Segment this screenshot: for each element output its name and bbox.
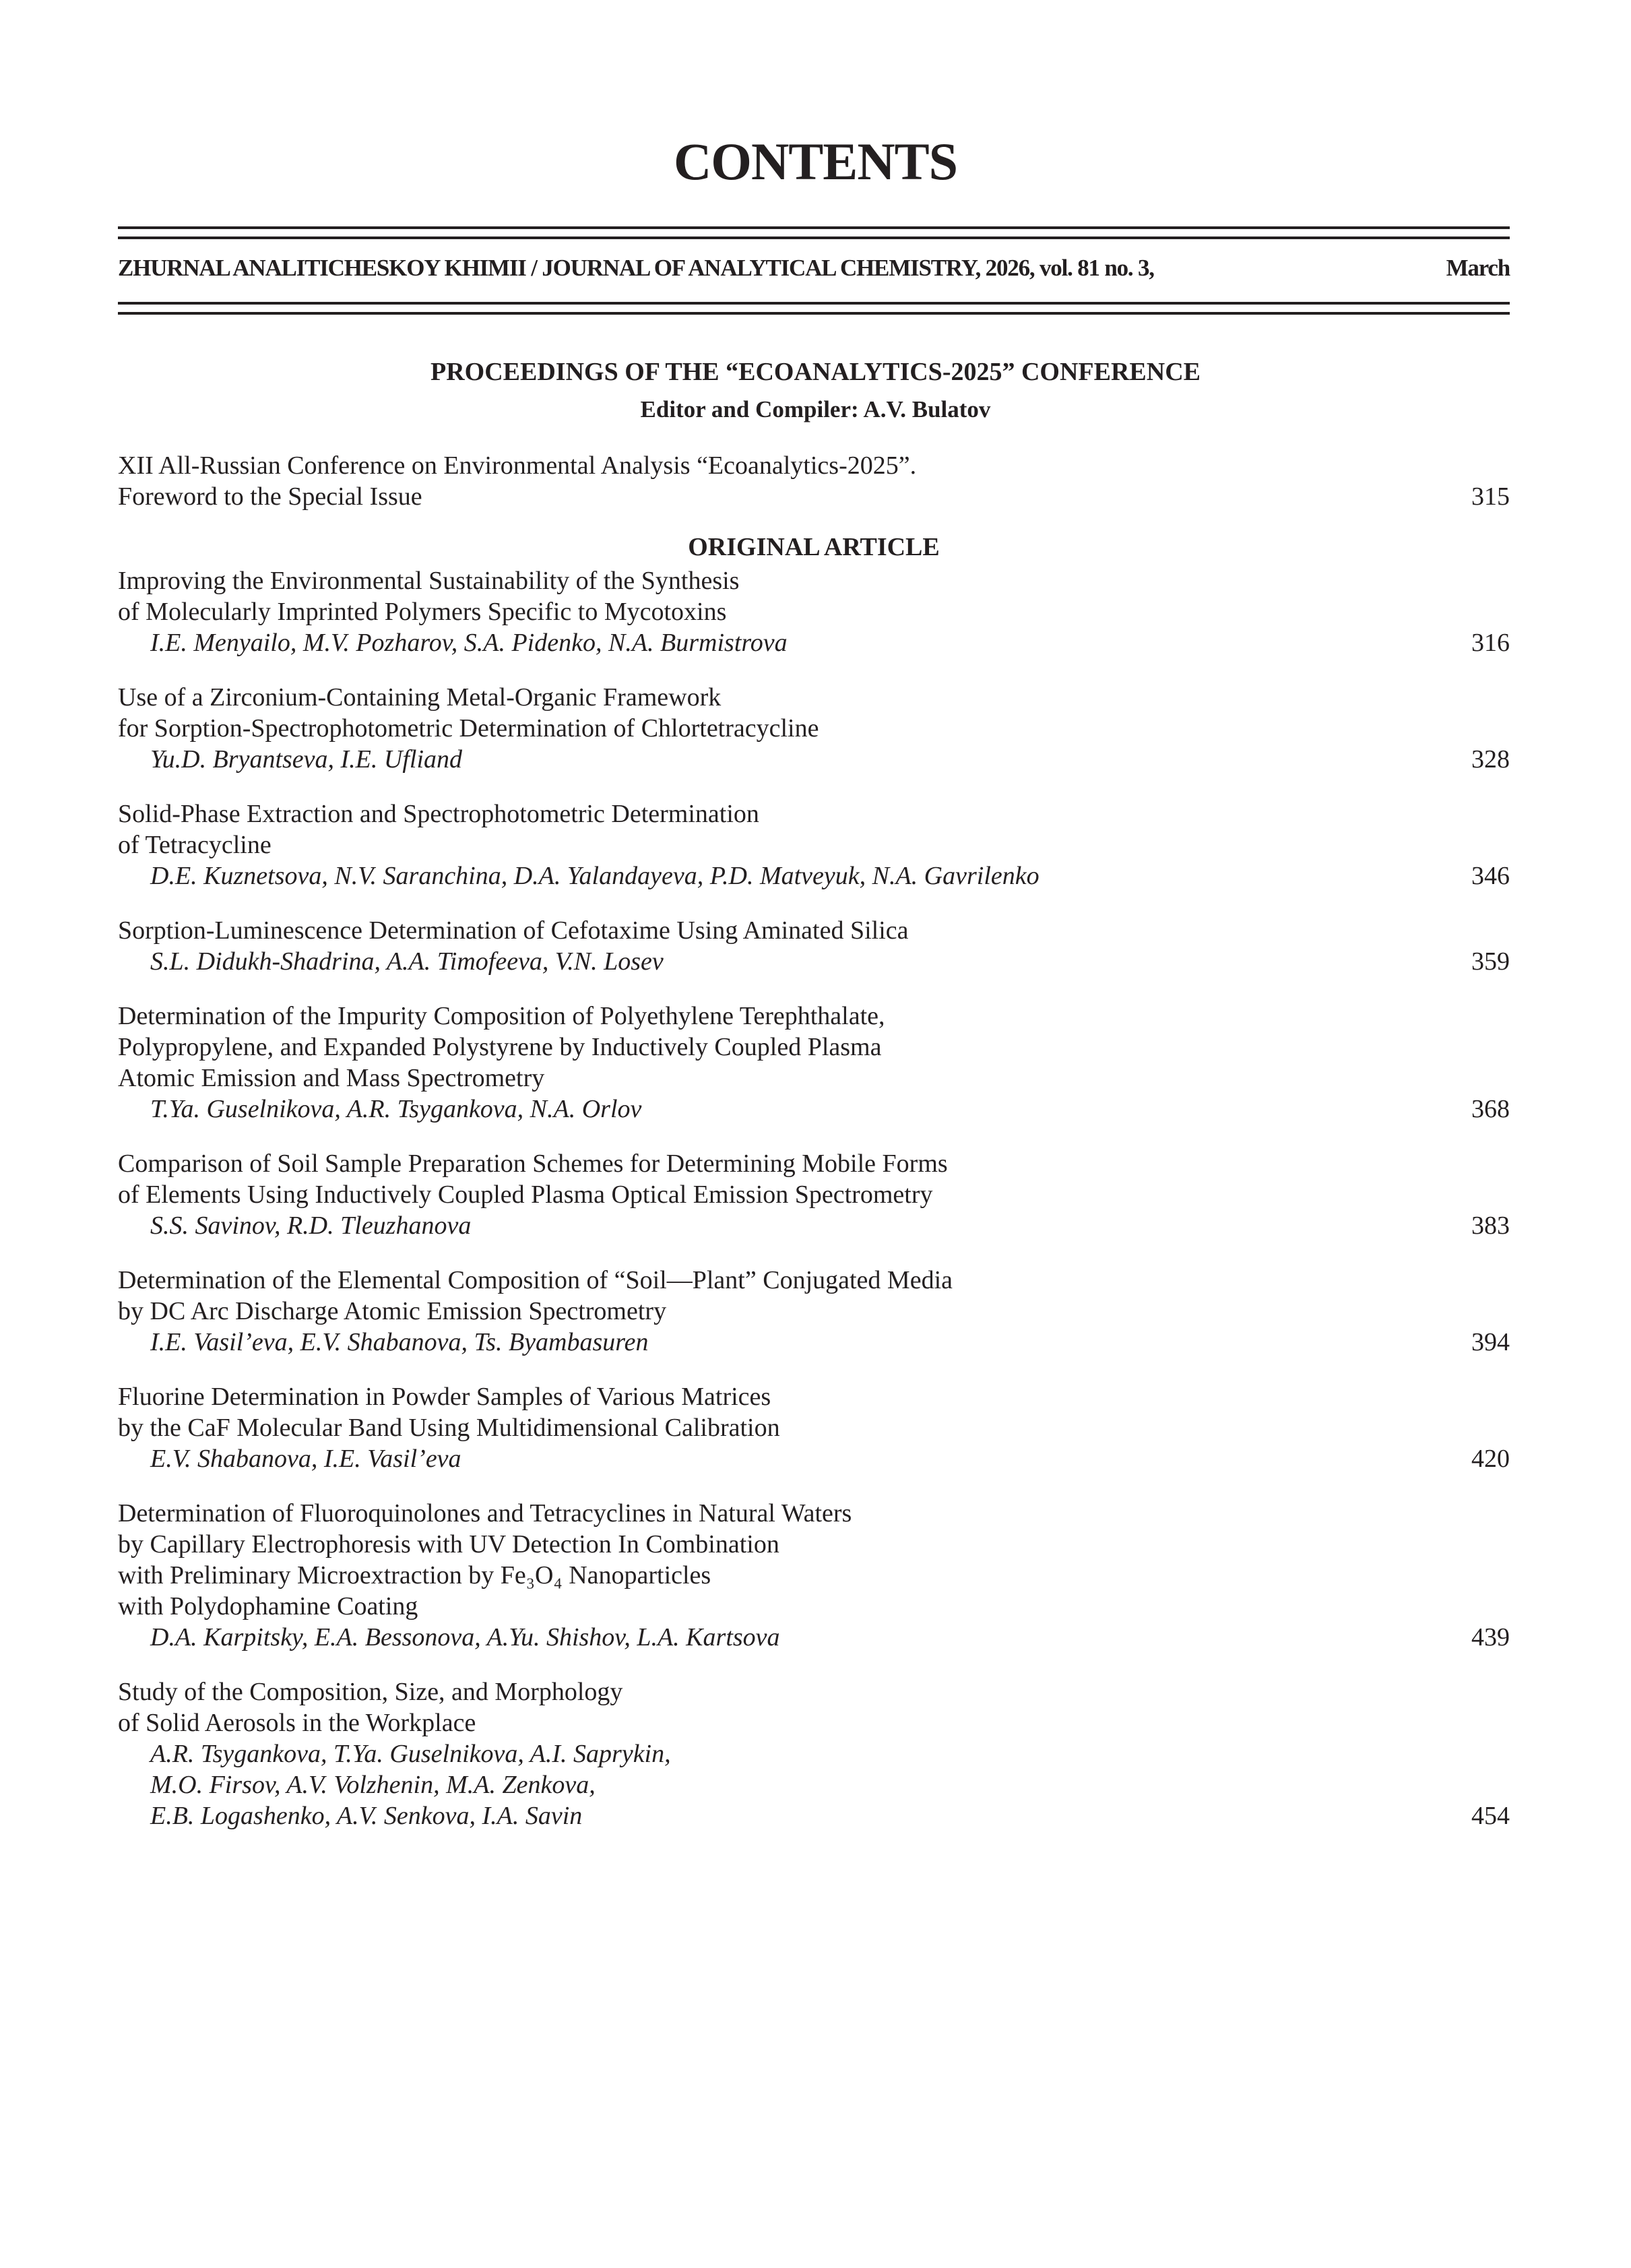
divider	[118, 226, 1510, 229]
page-number: 454	[1471, 1802, 1510, 1830]
article-entry[interactable]	[118, 915, 1510, 977]
entry-title-line: Atomic Emission and Mass Spectrometry	[118, 1064, 545, 1092]
entry-authors: M.O. Firsov, A.V. Volzhenin, M.A. Zenkova,	[150, 1771, 596, 1799]
article-entries	[118, 565, 1510, 1831]
entry-title-line: Sorption-Luminescence Determination of Cefotaxime Using Aminated Silica	[118, 916, 909, 945]
article-entry[interactable]	[118, 682, 1510, 775]
article-entry[interactable]	[118, 1676, 1510, 1831]
entry-title-line: by the CaF Molecular Band Using Multidimensional Calibration	[118, 1414, 780, 1442]
entry-title-line: of Elements Using Inductively Coupled Plasma Optical Emission Spectrometry	[118, 1180, 933, 1209]
journal-header	[118, 255, 1510, 282]
subsection-heading: ORIGINAL ARTICLE	[688, 533, 940, 561]
divider	[118, 302, 1510, 305]
entry-title-line: Comparison of Soil Sample Preparation Schemes for Determining Mobile Forms	[118, 1149, 948, 1178]
entry-title-line: of Tetracycline	[118, 831, 271, 859]
entry-title-line: Determination of the Impurity Composition of Polyethylene Terephthalate,	[118, 1002, 885, 1030]
page-number: 394	[1471, 1328, 1510, 1356]
entry-authors: E.V. Shabanova, I.E. Vasil’eva	[150, 1445, 461, 1473]
entry-title-line: with Polydophamine Coating	[118, 1592, 418, 1620]
page-number: 420	[1471, 1445, 1510, 1473]
divider	[118, 237, 1510, 239]
article-entry[interactable]	[118, 1265, 1510, 1358]
article-entry[interactable]	[118, 1498, 1510, 1653]
page-number: 316	[1471, 629, 1510, 657]
article-entry[interactable]	[118, 1148, 1510, 1241]
section-editor: Editor and Compiler: A.V. Bulatov	[640, 396, 991, 422]
entry-title-line: Determination of the Elemental Composition of “Soil—Plant” Conjugated Media	[118, 1266, 953, 1294]
entry-title-line: for Sorption-Spectrophotometric Determination of Chlortetracycline	[118, 714, 819, 743]
journal-name: ZHURNAL ANALITICHESKOY KHIMII / JOURNAL OF ANALYTICAL CHEMISTRY, 2026, vol. 81 no. 3,	[118, 255, 1154, 281]
entry-title-line: Use of a Zirconium-Containing Metal-Organic Framework	[118, 683, 722, 712]
entry-title-line: Solid-Phase Extraction and Spectrophotometric Determination	[118, 800, 759, 828]
entry-title-line: Polypropylene, and Expanded Polystyrene by Inductively Coupled Plasma	[118, 1033, 882, 1061]
entry-authors: A.R. Tsygankova, T.Ya. Guselnikova, A.I. Saprykin,	[150, 1740, 671, 1768]
page-number: 328	[1471, 745, 1510, 774]
article-entry[interactable]	[118, 1381, 1510, 1474]
section-heading: PROCEEDINGS OF THE “ECOANALYTICS-2025” CONFERENCE	[430, 358, 1201, 386]
page-number: 368	[1471, 1095, 1510, 1123]
article-entry[interactable]	[118, 798, 1510, 891]
entry-title-line: XII All-Russian Conference on Environmental Analysis “Ecoanalytics-2025”.	[118, 451, 917, 480]
article-entry[interactable]	[118, 1001, 1510, 1125]
entry-authors: E.B. Logashenko, A.V. Senkova, I.A. Savin	[150, 1802, 583, 1830]
entry-authors: I.E. Menyailo, M.V. Pozharov, S.A. Pidenko, N.A. Burmistrova	[150, 629, 788, 657]
entry-authors: I.E. Vasil’eva, E.V. Shabanova, Ts. Byambasuren	[150, 1328, 649, 1356]
foreword-entry[interactable]	[118, 450, 1510, 512]
page-number: 359	[1471, 947, 1510, 976]
entry-title-line: by DC Arc Discharge Atomic Emission Spectrometry	[118, 1297, 667, 1325]
entry-title-line: with Preliminary Microextraction by Fe₃O₄ Nanoparticles	[118, 1561, 711, 1589]
entry-title-line: Foreword to the Special Issue	[118, 482, 422, 511]
entry-authors: D.E. Kuznetsova, N.V. Saranchina, D.A. Yalandayeva, P.D. Matveyuk, N.A. Gavrilenko	[150, 862, 1040, 890]
entry-title-line: Determination of Fluoroquinolones and Tetracyclines in Natural Waters	[118, 1499, 852, 1527]
entry-authors: T.Ya. Guselnikova, A.R. Tsygankova, N.A. Orlov	[150, 1095, 642, 1123]
entry-title-line: Fluorine Determination in Powder Samples of Various Matrices	[118, 1383, 771, 1411]
entry-authors: D.A. Karpitsky, E.A. Bessonova, A.Yu. Shishov, L.A. Kartsova	[150, 1623, 780, 1651]
entry-authors: S.L. Didukh-Shadrina, A.A. Timofeeva, V.N. Losev	[150, 947, 664, 976]
page-number: 383	[1471, 1211, 1510, 1240]
page-number: 439	[1471, 1623, 1510, 1651]
divider	[118, 312, 1510, 315]
contents-list	[118, 450, 1510, 1855]
entry-title-line: by Capillary Electrophoresis with UV Detection In Combination	[118, 1530, 779, 1558]
journal-month: March	[1446, 255, 1510, 281]
page-title: CONTENTS	[673, 132, 958, 191]
entry-authors: S.S. Savinov, R.D. Tleuzhanova	[150, 1211, 472, 1240]
entry-title-line: of Molecularly Imprinted Polymers Specific to Mycotoxins	[118, 598, 727, 626]
article-entry[interactable]	[118, 565, 1510, 658]
entry-title-line: Improving the Environmental Sustainability of the Synthesis	[118, 567, 740, 595]
page-number: 315	[1471, 482, 1510, 511]
entry-title-line: of Solid Aerosols in the Workplace	[118, 1709, 476, 1737]
entry-authors: Yu.D. Bryantseva, I.E. Ufliand	[150, 745, 463, 774]
page-number: 346	[1471, 862, 1510, 890]
entry-title-line: Study of the Composition, Size, and Morphology	[118, 1678, 623, 1706]
